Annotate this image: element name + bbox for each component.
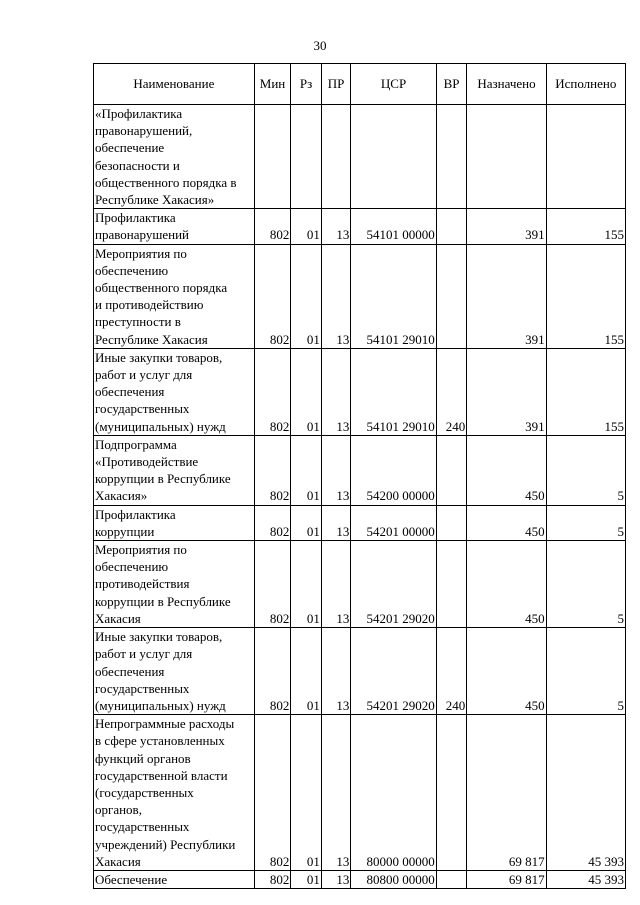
cell-vr (436, 105, 467, 209)
cell-vr (436, 244, 467, 348)
cell-naznacheno: 391 (467, 348, 546, 435)
cell-name: Иные закупки товаров, работ и услуг для обеспечения государственных (муниципальных) нужд (94, 348, 255, 435)
cell-pr (321, 105, 350, 209)
cell-rz: 01 (291, 209, 322, 244)
cell-pr: 13 (321, 348, 350, 435)
cell-min: 802 (254, 870, 291, 888)
table-row (94, 209, 626, 244)
cell-name: Мероприятия по обеспечению общественного порядка и противодействию преступности в Республике Хакасия (94, 244, 255, 348)
table-row (94, 870, 626, 888)
cell-name: Профилактика правонарушений (94, 209, 255, 244)
cell-naznacheno: 69 817 (467, 870, 546, 888)
cell-name: Непрограммные расходы в сфере установленных функций органов государственной власти (государственных органов, государственных учреждений) Республики Хакасия (94, 715, 255, 871)
cell-csr: 80800 00000 (351, 870, 436, 888)
cell-vr (436, 541, 467, 628)
table-row (94, 105, 626, 209)
cell-pr: 13 (321, 209, 350, 244)
cell-naznacheno: 450 (467, 541, 546, 628)
table-row (94, 435, 626, 505)
cell-csr: 54201 00000 (351, 505, 436, 540)
cell-pr: 13 (321, 715, 350, 871)
cell-csr: 54101 00000 (351, 209, 436, 244)
cell-pr: 13 (321, 244, 350, 348)
cell-naznacheno: 391 (467, 209, 546, 244)
cell-pr: 13 (321, 435, 350, 505)
cell-name: Обеспечение (94, 870, 255, 888)
cell-min: 802 (254, 209, 291, 244)
cell-csr: 54201 29020 (351, 628, 436, 715)
table-row (94, 348, 626, 435)
cell-rz: 01 (291, 870, 322, 888)
cell-rz: 01 (291, 348, 322, 435)
cell-ispolneno: 5 (546, 505, 625, 540)
cell-ispolneno: 5 (546, 541, 625, 628)
cell-csr: 54201 29020 (351, 541, 436, 628)
cell-name: Подпрограмма «Противодействие коррупции в Республике Хакасия» (94, 435, 255, 505)
header-min: Мин (254, 64, 291, 105)
cell-rz: 01 (291, 541, 322, 628)
header-csr: ЦСР (351, 64, 436, 105)
cell-naznacheno: 391 (467, 244, 546, 348)
table-row (94, 505, 626, 540)
cell-vr: 240 (436, 628, 467, 715)
cell-csr: 54101 29010 (351, 348, 436, 435)
cell-min: 802 (254, 348, 291, 435)
cell-pr: 13 (321, 541, 350, 628)
cell-pr: 13 (321, 870, 350, 888)
cell-min: 802 (254, 628, 291, 715)
cell-rz: 01 (291, 505, 322, 540)
cell-naznacheno (467, 105, 546, 209)
cell-vr (436, 870, 467, 888)
cell-vr (436, 715, 467, 871)
cell-csr (351, 105, 436, 209)
table-row (94, 244, 626, 348)
cell-naznacheno: 69 817 (467, 715, 546, 871)
cell-min: 802 (254, 715, 291, 871)
cell-csr: 80000 00000 (351, 715, 436, 871)
table-body (94, 105, 626, 889)
cell-naznacheno: 450 (467, 505, 546, 540)
header-naznacheno: Назначено (467, 64, 546, 105)
table-row (94, 541, 626, 628)
cell-min (254, 105, 291, 209)
cell-rz: 01 (291, 435, 322, 505)
budget-table (93, 63, 626, 889)
header-rz: Рз (291, 64, 322, 105)
cell-rz (291, 105, 322, 209)
cell-pr: 13 (321, 505, 350, 540)
cell-ispolneno: 5 (546, 628, 625, 715)
table-row (94, 715, 626, 871)
cell-vr: 240 (436, 348, 467, 435)
table-header-row (94, 64, 626, 105)
cell-name: Мероприятия по обеспечению противодействия коррупции в Республике Хакасия (94, 541, 255, 628)
cell-naznacheno: 450 (467, 628, 546, 715)
cell-naznacheno: 450 (467, 435, 546, 505)
cell-ispolneno: 45 393 (546, 870, 625, 888)
cell-vr (436, 505, 467, 540)
cell-name: Профилактика коррупции (94, 505, 255, 540)
cell-min: 802 (254, 244, 291, 348)
cell-rz: 01 (291, 715, 322, 871)
header-ispolneno: Исполнено (546, 64, 625, 105)
cell-ispolneno: 155 (546, 348, 625, 435)
cell-ispolneno (546, 105, 625, 209)
table-row (94, 628, 626, 715)
cell-rz: 01 (291, 244, 322, 348)
header-name: Наименование (94, 64, 255, 105)
cell-csr: 54101 29010 (351, 244, 436, 348)
cell-csr: 54200 00000 (351, 435, 436, 505)
cell-min: 802 (254, 541, 291, 628)
cell-ispolneno: 155 (546, 244, 625, 348)
cell-min: 802 (254, 505, 291, 540)
cell-vr (436, 209, 467, 244)
cell-name: «Профилактика правонарушений, обеспечение безопасности и общественного порядка в Республике Хакасия» (94, 105, 255, 209)
cell-name: Иные закупки товаров, работ и услуг для обеспечения государственных (муниципальных) нужд (94, 628, 255, 715)
cell-rz: 01 (291, 628, 322, 715)
cell-ispolneno: 155 (546, 209, 625, 244)
header-pr: ПР (321, 64, 350, 105)
page-number: 30 (313, 38, 327, 53)
cell-ispolneno: 45 393 (546, 715, 625, 871)
cell-ispolneno: 5 (546, 435, 625, 505)
cell-vr (436, 435, 467, 505)
cell-pr: 13 (321, 628, 350, 715)
cell-min: 802 (254, 435, 291, 505)
header-vr: ВР (436, 64, 467, 105)
